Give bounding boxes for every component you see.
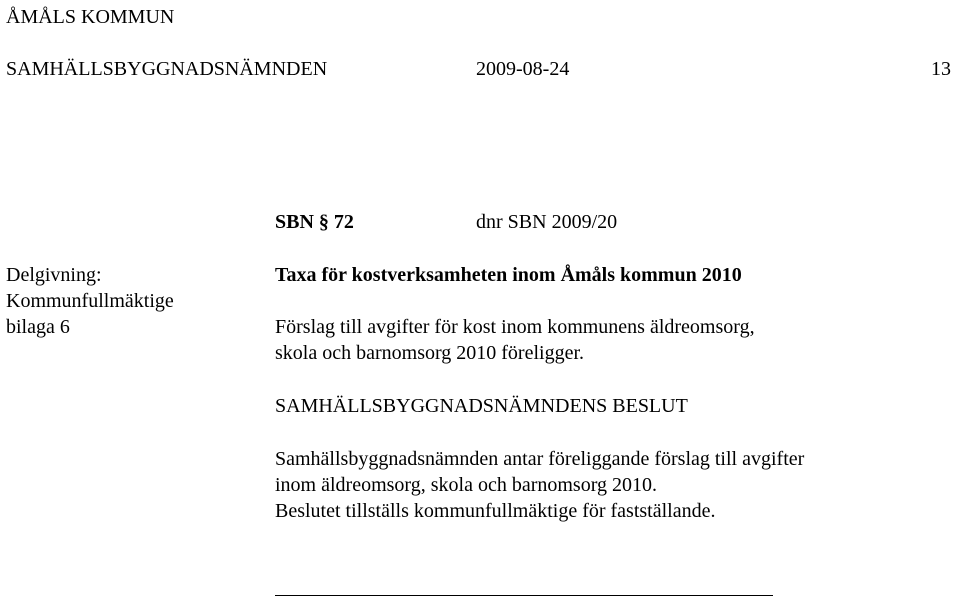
decision-heading: SAMHÄLLSBYGGNADSNÄMNDENS BESLUT xyxy=(275,395,688,417)
organization-name: ÅMÅLS KOMMUN xyxy=(6,6,175,28)
case-description-line-1: Förslag till avgifter för kost inom kommunens äldreomsorg, xyxy=(275,316,755,338)
case-description-line-2: skola och barnomsorg 2010 föreligger. xyxy=(275,342,585,364)
diary-number: dnr SBN 2009/20 xyxy=(476,211,618,233)
decision-line-2: inom äldreomsorg, skola och barnomsorg 2010. xyxy=(275,474,657,496)
delivery-recipient: Kommunfullmäktige xyxy=(6,290,174,312)
case-title: Taxa för kostverksamheten inom Åmåls kommun 2010 xyxy=(275,264,742,286)
committee-name: SAMHÄLLSBYGGNADSNÄMNDEN xyxy=(6,58,328,80)
delivery-label: Delgivning: xyxy=(6,264,102,286)
meeting-date: 2009-08-24 xyxy=(476,58,570,80)
page-number: 13 xyxy=(931,58,951,80)
paragraph-id: SBN § 72 xyxy=(275,211,354,233)
signature-line xyxy=(275,595,773,596)
decision-line-1: Samhällsbyggnadsnämnden antar föreliggande förslag till avgifter xyxy=(275,448,805,470)
decision-line-3: Beslutet tillställs kommunfullmäktige för fastställande. xyxy=(275,500,716,522)
attachment-label: bilaga 6 xyxy=(6,316,70,338)
